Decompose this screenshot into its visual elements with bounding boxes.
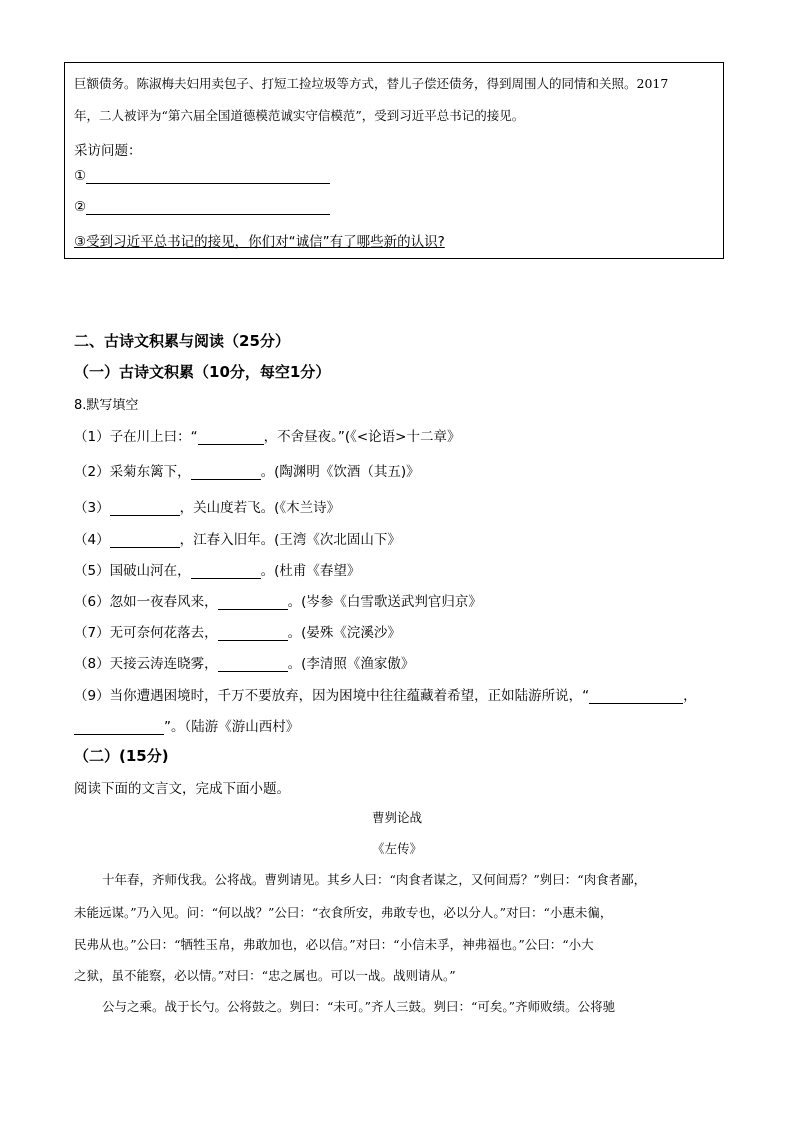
box-text-line1: 巨额债务。陈淑梅夫妇用卖包子、打短工捡垃圾等方式，替儿子偿还债务，得到周围人的同情和关照。2017 [74, 76, 669, 91]
passage-line: 十年春，齐师伐我。公将战。曹刿请见。其乡人曰：“肉食者谋之，又何间焉？”刿曰：“肉食者鄙， [102, 872, 647, 887]
fill-item-suffix: 。(杜甫《春望》 [260, 563, 361, 579]
fill-blank[interactable] [218, 595, 288, 610]
fill-item-suffix: ， [683, 688, 697, 704]
fill-blank[interactable] [110, 533, 180, 548]
fill-item-suffix: 。(陶渊明《饮酒（其五)》 [260, 464, 420, 480]
reading-instruction: 阅读下面的文言文，完成下面小题。 [74, 781, 290, 797]
fill-item-1 [74, 425, 460, 445]
passage-line: 之狱，虽不能察，必以情。”对曰：“忠之属也。可以一战。战则请从。” [74, 968, 456, 983]
fill-item-2 [74, 460, 420, 480]
fill-item-4 [74, 528, 401, 548]
fill-blank[interactable] [74, 720, 164, 735]
fill-item-7 [74, 621, 401, 641]
fill-item-prefix: （8）天接云涛连晓雾， [74, 656, 218, 672]
fill-item-prefix: （7）无可奈何花落去， [74, 625, 218, 641]
fill-item-8 [74, 652, 414, 672]
passage-line: 未能远谋。”乃入见。问：“何以战？”公曰：“衣食所安，弗敢专也，必以分人。”对曰：“小惠未徧， [74, 905, 613, 920]
fill-item-suffix: ”。（陆游《游山西村》 [164, 719, 300, 735]
fill-blank[interactable] [218, 657, 288, 672]
fill-blank[interactable] [191, 465, 261, 480]
fill-item-prefix: （5）国破山河在， [74, 563, 191, 579]
question-2 [74, 199, 330, 215]
question-8-title: 8.默写填空 [74, 398, 139, 413]
answer-blank-1[interactable] [86, 169, 330, 184]
box-text-line2: 年，二人被评为“第六届全国道德模范诚实守信模范”，受到习近平总书记的接见。 [74, 108, 525, 123]
fill-item-9-line1 [74, 684, 697, 704]
fill-blank[interactable] [110, 501, 180, 516]
fill-item-3 [74, 496, 340, 516]
fill-item-suffix: 。(晏殊《浣溪沙》 [287, 625, 401, 641]
passage-line: 民弗从也。”公曰：“牺牲玉帛，弗敢加也，必以信。”对曰：“小信未孚，神弗福也。”公曰：“小大 [74, 937, 594, 952]
fill-blank[interactable] [198, 430, 264, 445]
fill-item-6 [74, 590, 482, 610]
question-2-number: ② [74, 199, 87, 215]
question-1-number: ① [74, 168, 87, 184]
fill-blank[interactable] [589, 689, 683, 704]
fill-item-5 [74, 559, 360, 579]
question-1 [74, 168, 330, 184]
passage-title: 曹刿论战 [371, 810, 422, 825]
subsection-heading-2: （二）(15分) [74, 747, 169, 765]
section-heading: 二、古诗文积累与阅读（25分） [74, 332, 290, 350]
question-3: ③受到习近平总书记的接见，你们对“诚信”有了哪些新的认识? [74, 234, 445, 250]
fill-item-prefix: （2）采菊东篱下， [74, 464, 191, 480]
fill-item-suffix: ，江春入旧年。(王湾《次北固山下》 [179, 532, 401, 548]
fill-item-9-line2 [74, 715, 299, 735]
subsection-heading-1: （一）古诗文积累（10分，每空1分） [74, 363, 331, 381]
fill-item-suffix: 。(李清照《渔家傲》 [287, 656, 415, 672]
answer-blank-2[interactable] [86, 200, 330, 215]
fill-item-prefix: （3） [74, 500, 110, 516]
interview-label: 采访问题： [74, 143, 142, 159]
fill-item-suffix: ，关山度若飞。(《木兰诗》 [179, 500, 341, 516]
fill-item-prefix: （9）当你遭遇困境时，千万不要放弃，因为困境中往往蕴藏着希望，正如陆游所说，“ [74, 688, 590, 704]
fill-item-suffix: ，不舍昼夜。”(《<论语>十二章》 [263, 429, 461, 445]
fill-item-prefix: （6）忽如一夜春风来， [74, 594, 218, 610]
passage-source: 《左传》 [371, 841, 422, 856]
fill-item-prefix: （4） [74, 532, 110, 548]
fill-blank[interactable] [191, 564, 261, 579]
fill-blank[interactable] [218, 626, 288, 641]
fill-item-suffix: 。(岑参《白雪歌送武判官归京》 [287, 594, 482, 610]
passage-line: 公与之乘。战于长勺。公将鼓之。刿曰：“未可。”齐人三鼓。刿曰：“可矣。”齐师败绩。公将驰 [102, 999, 616, 1014]
fill-item-prefix: （1）子在川上曰：“ [74, 429, 198, 445]
